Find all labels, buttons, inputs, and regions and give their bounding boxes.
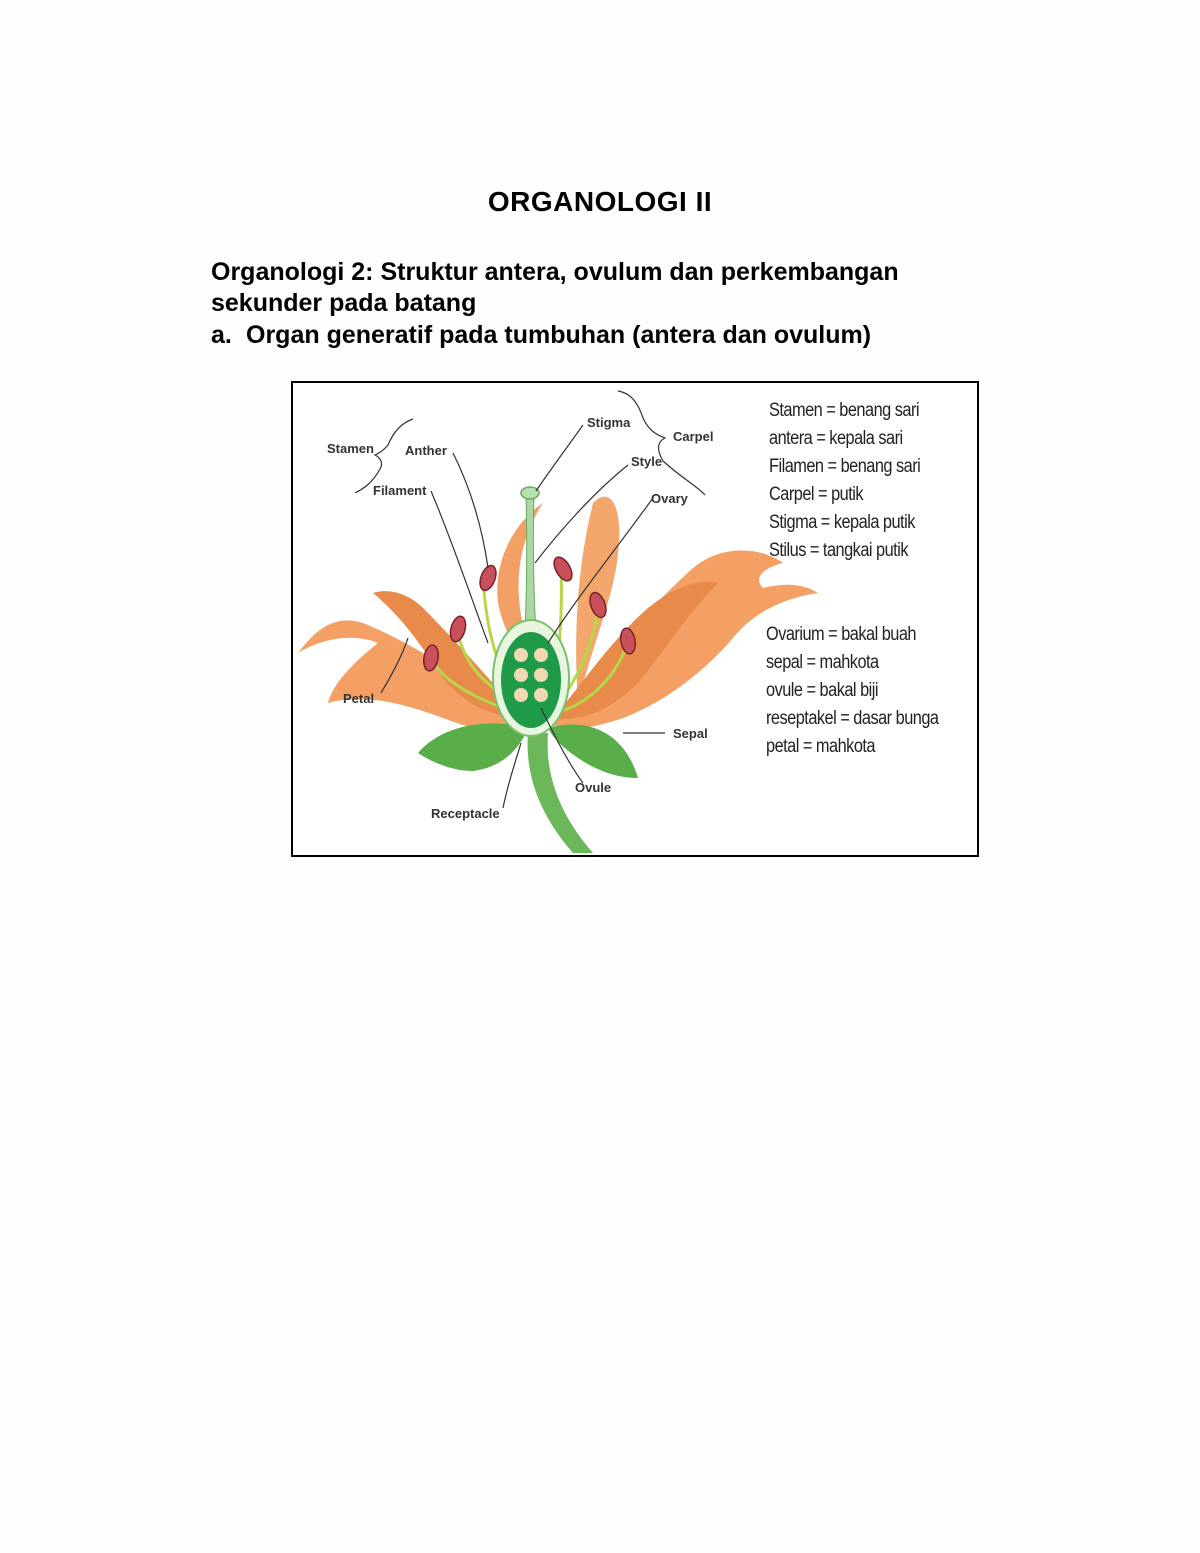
list-marker: a. (211, 321, 232, 349)
label-receptacle: Receptacle (431, 806, 500, 821)
label-petal: Petal (343, 691, 375, 706)
legend-bottom (766, 621, 938, 761)
leader-line (453, 453, 488, 568)
legend-line: ovule = bakal biji (766, 680, 878, 701)
anther (448, 615, 468, 644)
legend-line: petal = mahkota (766, 736, 875, 757)
legend-line: Filamen = benang sari (769, 456, 921, 477)
section-subtitle: Organologi 2: Struktur antera, ovulum dan perkembangan sekunder pada batang (211, 258, 899, 317)
legend-line: Ovarium = bakal buah (766, 624, 917, 645)
anther (550, 554, 575, 584)
legend-line: Carpel = putik (769, 484, 864, 505)
label-filament: Filament (373, 483, 427, 498)
label-anther: Anther (405, 443, 447, 458)
legend-line: Stamen = benang sari (769, 400, 920, 421)
ovule (534, 688, 548, 702)
ovule (514, 648, 528, 662)
legend-line: antera = kepala sari (769, 428, 903, 449)
label-stamen: Stamen (327, 441, 374, 456)
legend-line: Stilus = tangkai putik (769, 540, 908, 561)
label-sepal: Sepal (673, 726, 708, 741)
label-style: Style (631, 454, 663, 469)
stigma-head (521, 487, 539, 499)
leader-line (536, 425, 583, 491)
ovule (534, 648, 548, 662)
legend-line: reseptakel = dasar bunga (766, 708, 939, 729)
label-stigma: Stigma (587, 415, 631, 430)
flower-diagram-figure (291, 381, 979, 857)
page-title: ORGANOLOGI II (487, 186, 713, 217)
legend-top (769, 397, 920, 565)
ovary-inner (501, 632, 561, 728)
list-item-text: Organ generatif pada tumbuhan (antera dan ovulum) (246, 321, 872, 349)
label-carpel: Carpel (673, 429, 714, 444)
ovule (514, 668, 528, 682)
sepal-left (418, 723, 528, 771)
legend-line: Stigma = kepala putik (769, 512, 915, 533)
list-item-a (211, 320, 871, 351)
label-ovary: Ovary (651, 491, 688, 506)
ovule (534, 668, 548, 682)
label-ovule: Ovule (575, 780, 612, 795)
legend-line: sepal = mahkota (766, 652, 879, 673)
ovule (514, 688, 528, 702)
